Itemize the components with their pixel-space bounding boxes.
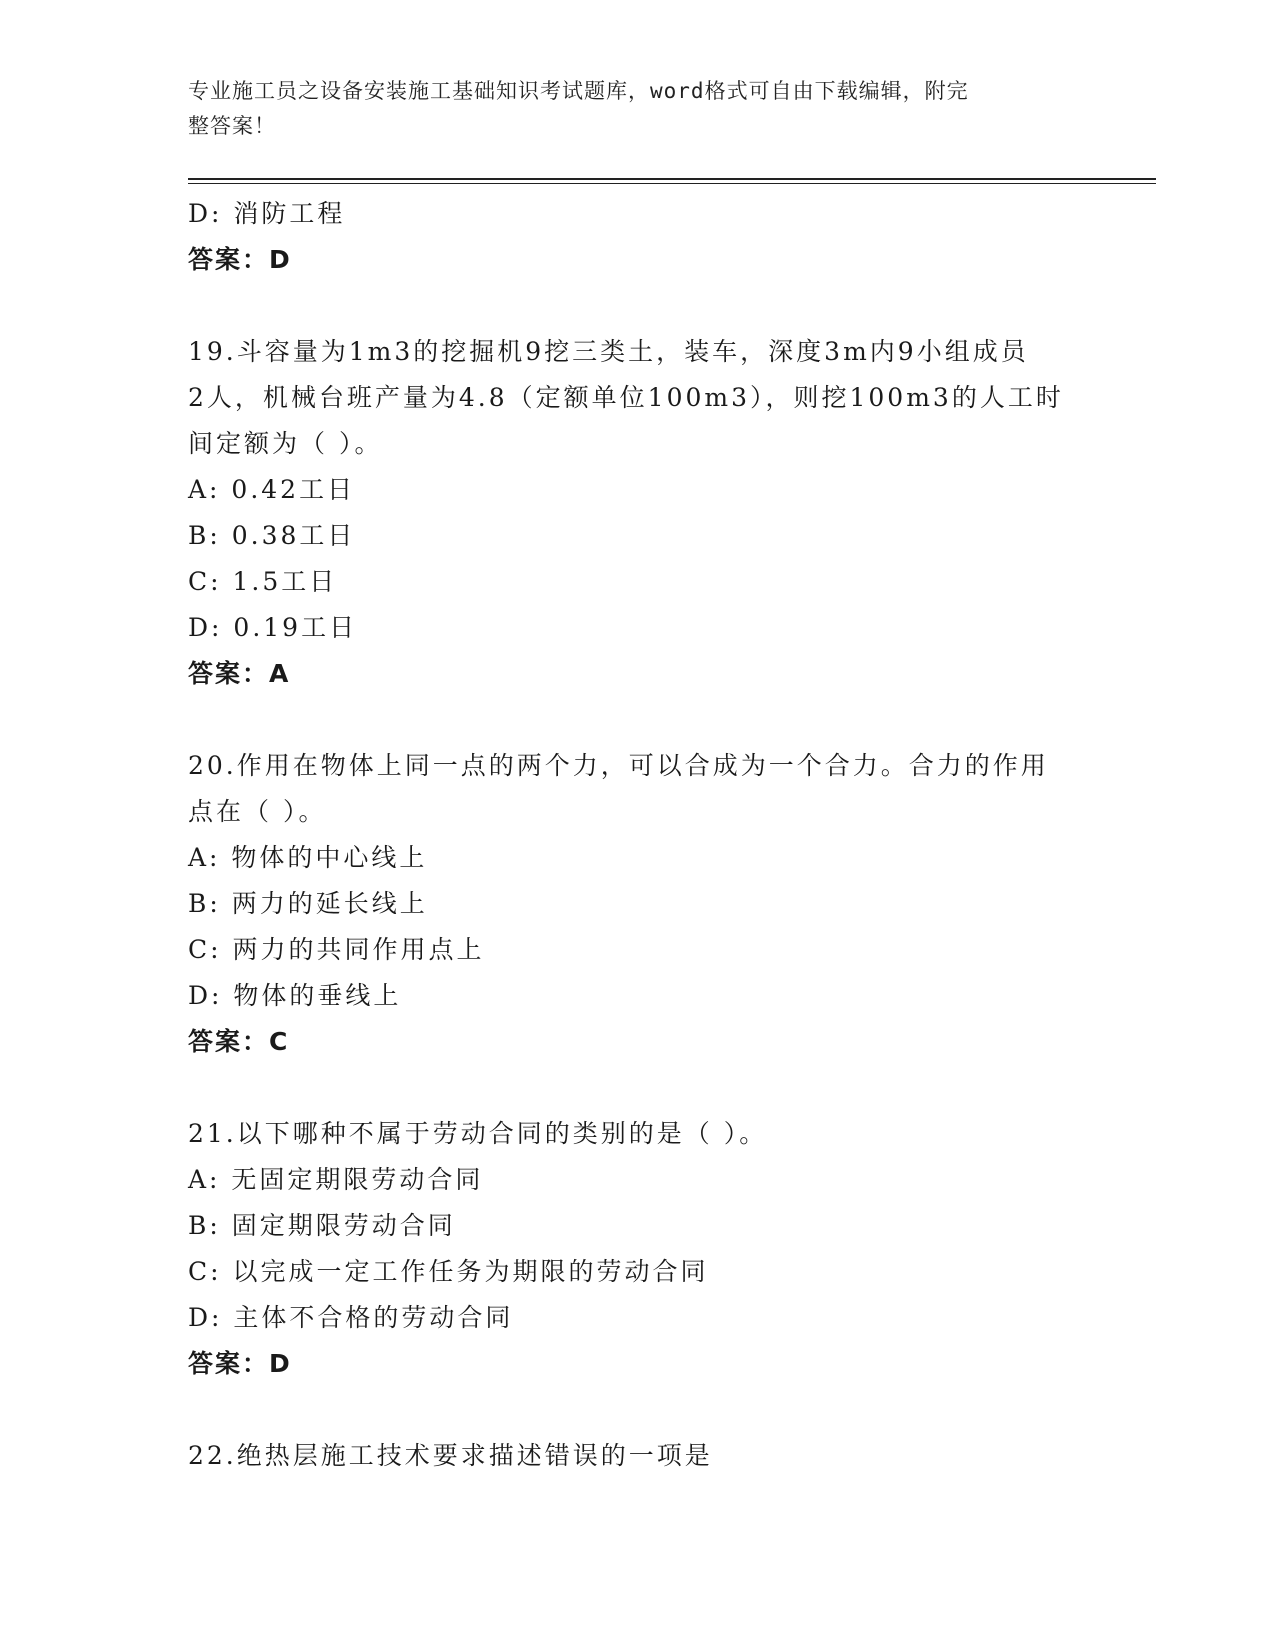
prev-option-d: D: 消防工程 bbox=[188, 199, 346, 228]
prev-answer: 答案：D bbox=[188, 245, 292, 274]
header-rule-thin bbox=[188, 183, 1156, 184]
header-rule bbox=[188, 178, 1156, 180]
spacer bbox=[188, 1387, 1088, 1433]
option-c: C: 1.5工日 bbox=[188, 567, 338, 596]
header-line-2: 整答案！ bbox=[188, 114, 276, 138]
answer: 答案：C bbox=[188, 1027, 290, 1056]
option-d: D: 物体的垂线上 bbox=[188, 981, 402, 1010]
spacer bbox=[188, 1065, 1088, 1111]
spacer bbox=[188, 697, 1088, 743]
option-a: A: 物体的中心线上 bbox=[188, 843, 428, 872]
option-d: D: 0.19工日 bbox=[188, 613, 358, 642]
question-content bbox=[188, 191, 1088, 1479]
option-b: B: 0.38工日 bbox=[188, 521, 356, 550]
question-21 bbox=[188, 1111, 1088, 1387]
option-b: B: 固定期限劳动合同 bbox=[188, 1211, 456, 1240]
question-stem-line: 2人，机械台班产量为4.8（定额单位100m3），则挖100m3的人工时 bbox=[188, 383, 1064, 412]
question-stem-line: 20.作用在物体上同一点的两个力，可以合成为一个合力。合力的作用 bbox=[188, 751, 1049, 780]
option-b: B: 两力的延长线上 bbox=[188, 889, 428, 918]
option-c: C: 以完成一定工作任务为期限的劳动合同 bbox=[188, 1257, 709, 1286]
question-19 bbox=[188, 329, 1088, 697]
option-d: D: 主体不合格的劳动合同 bbox=[188, 1303, 514, 1332]
question-stem-line: 22.绝热层施工技术要求描述错误的一项是 bbox=[188, 1441, 713, 1470]
option-a: A: 0.42工日 bbox=[188, 475, 356, 504]
question-20 bbox=[188, 743, 1088, 1065]
option-c: C: 两力的共同作用点上 bbox=[188, 935, 485, 964]
question-22 bbox=[188, 1433, 1088, 1479]
answer: 答案：A bbox=[188, 659, 291, 688]
question-stem-line: 19.斗容量为1m3的挖掘机9挖三类土，装车，深度3m内9小组成员 bbox=[188, 337, 1029, 366]
question-stem-line: 间定额为（ ）。 bbox=[188, 429, 383, 458]
option-a: A: 无固定期限劳动合同 bbox=[188, 1165, 484, 1194]
answer: 答案：D bbox=[188, 1349, 292, 1378]
question-stem-line: 点在（ ）。 bbox=[188, 797, 327, 826]
spacer bbox=[188, 283, 1088, 329]
header-line-1: 专业施工员之设备安装施工基础知识考试题库，word格式可自由下载编辑，附完 bbox=[188, 79, 969, 103]
question-stem-line: 21.以下哪种不属于劳动合同的类别的是（ ）。 bbox=[188, 1119, 768, 1148]
document-header bbox=[188, 74, 1068, 144]
